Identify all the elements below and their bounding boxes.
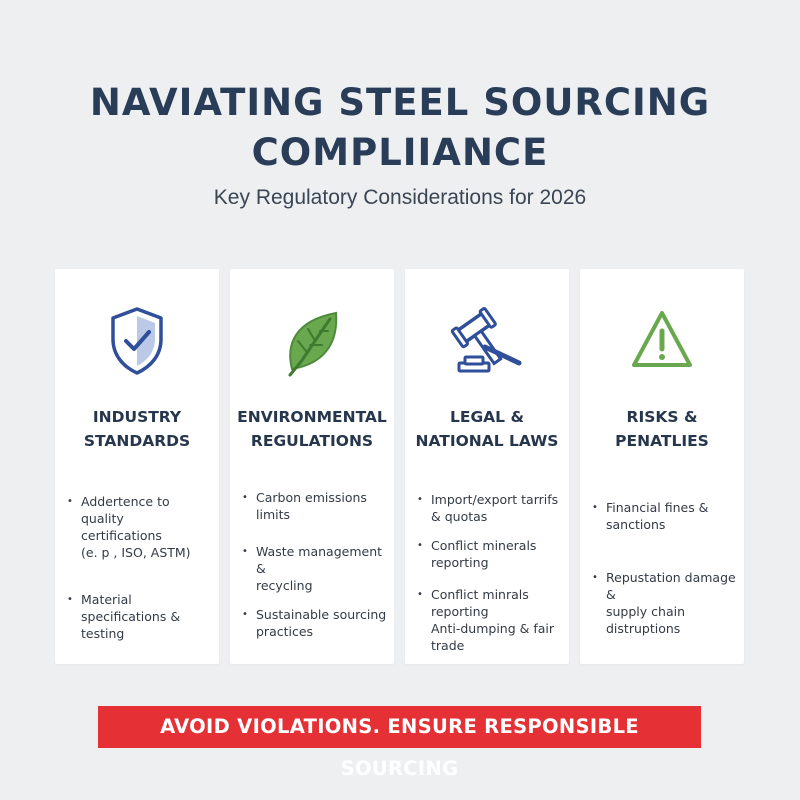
- list-item: [230, 543, 394, 594]
- bullet-line: • Material specifications &: [81, 592, 181, 624]
- bullet-line: • Sustainable sourcing: [256, 607, 387, 622]
- list-item: [55, 493, 219, 561]
- bullet-line: testing: [81, 626, 125, 641]
- card-heading-line-2: STANDARDS: [83, 432, 191, 450]
- call-to-action-banner: AVOID VIOLATIONS. ENSURE RESPONSIBLE SOURCING: [98, 706, 701, 748]
- bullet-line: • Financial fines &: [606, 500, 709, 515]
- card-environmental-regulations: [230, 269, 394, 664]
- list-item: [580, 569, 744, 637]
- bullet-line: certifications: [81, 528, 162, 543]
- card-heading: [405, 405, 569, 453]
- shield-check-icon: [55, 305, 219, 377]
- list-item: [55, 591, 219, 642]
- bullet-list: [580, 499, 744, 637]
- card-heading-line-1: ENVIRONMENTAL: [237, 408, 387, 426]
- page-subtitle: Key Regulatory Considerations for 2026: [213, 186, 587, 209]
- card-heading-line-1: INDUSTRY: [92, 408, 182, 426]
- page-title: [0, 78, 800, 178]
- list-item: [405, 537, 569, 571]
- bullet-line: recycling: [256, 578, 313, 593]
- bullet-line: & quotas: [431, 509, 488, 524]
- list-item: [230, 489, 394, 523]
- card-heading-line-1: LEGAL &: [450, 408, 524, 426]
- card-legal-national-laws: [405, 269, 569, 664]
- bullet-line: • Repustation damage &: [606, 570, 736, 602]
- card-heading: [230, 405, 394, 453]
- list-item: [405, 586, 569, 654]
- list-item: [580, 499, 744, 533]
- warning-triangle-icon: [580, 305, 744, 377]
- card-heading: [55, 405, 219, 453]
- bullet-line: Anti-dumping & fair trade: [431, 621, 555, 653]
- bullet-line: • Carbon emissions limits: [256, 490, 367, 522]
- bullet-line: (e. p , ISO, ASTM): [81, 545, 191, 560]
- list-item: [405, 491, 569, 525]
- card-heading-line-2: PENATLIES: [615, 432, 709, 450]
- card-heading-line-2: REGULATIONS: [250, 432, 374, 450]
- bullet-list: [405, 491, 569, 654]
- bullet-line: • Addertence to quality: [81, 494, 170, 526]
- list-item: [230, 606, 394, 640]
- card-risks-penalties: [580, 269, 744, 664]
- page-title-line-2: COMPLIIANCE: [251, 131, 549, 174]
- bullet-line: sanctions: [606, 517, 666, 532]
- card-heading-line-2: NATIONAL LAWS: [415, 432, 559, 450]
- bullet-line: • Import/export tarrifs: [431, 492, 559, 507]
- card-heading: [580, 405, 744, 453]
- bullet-list: [55, 493, 219, 642]
- bullet-line: supply chain distruptions: [606, 604, 685, 636]
- bullet-line: • Waste management &: [256, 544, 383, 576]
- card-heading-line-1: RISKS &: [626, 408, 698, 426]
- bullet-line: • Conflict minrals reporting: [431, 587, 529, 619]
- bullet-line: • Conflict minerals reporting: [431, 538, 537, 570]
- gavel-icon: [405, 305, 569, 377]
- bullet-line: practices: [256, 624, 314, 639]
- page-title-line-1: NAVIATING STEEL SOURCING: [89, 81, 711, 124]
- bullet-list: [230, 489, 394, 640]
- leaf-icon: [230, 305, 394, 377]
- card-industry-standards: [55, 269, 219, 664]
